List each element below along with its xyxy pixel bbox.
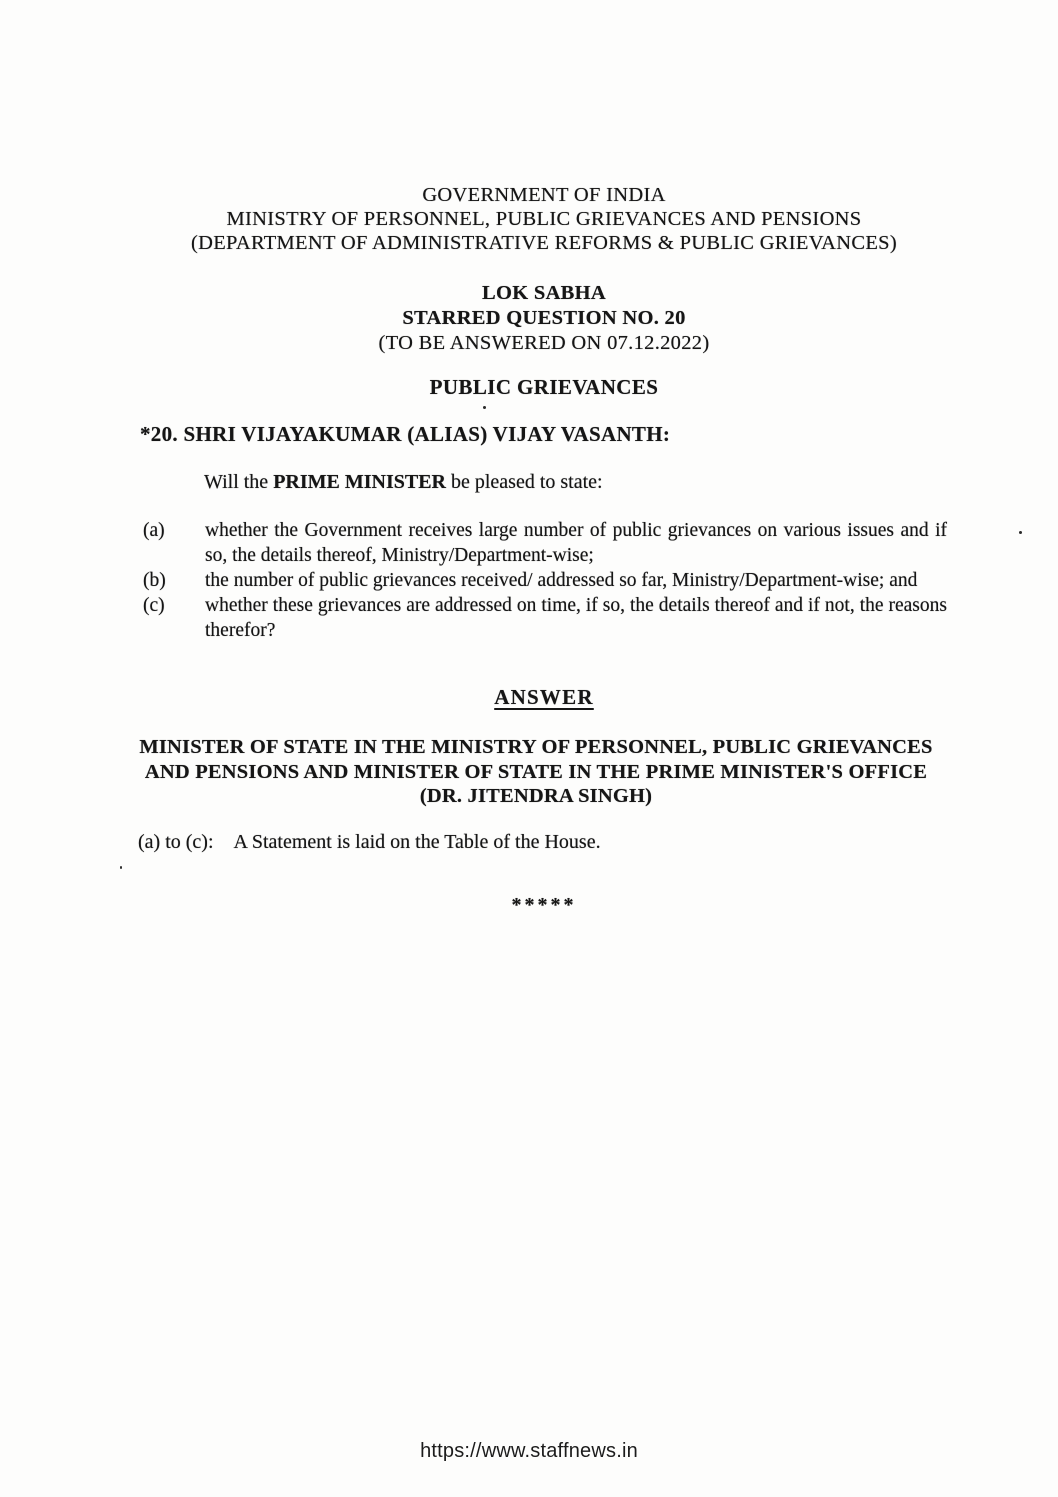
scan-speck xyxy=(483,406,486,409)
statement-line xyxy=(138,831,958,854)
scan-speck xyxy=(1019,531,1022,534)
answer-date-line: (TO BE ANSWERED ON 07.12.2022) xyxy=(378,332,710,354)
house-name: LOK SABHA xyxy=(481,282,607,304)
letterhead-ministry: MINISTRY OF PERSONNEL, PUBLIC GRIEVANCES AND PENSIONS xyxy=(226,208,862,230)
stars-separator: ***** xyxy=(511,894,577,916)
clause-c-label: (c) xyxy=(143,595,165,616)
minister-designation-line1: MINISTER OF STATE IN THE MINISTRY OF PERSONNEL, PUBLIC GRIEVANCES xyxy=(139,736,933,758)
question-intro xyxy=(204,471,964,494)
clause-a-text: whether the Government receives large number of public grievances on various issues and if so, the details thereof, Ministry/Department-wise; xyxy=(205,520,947,566)
scan-speck xyxy=(120,866,122,869)
question-clauses xyxy=(143,518,947,643)
answer-heading-text: ANSWER xyxy=(494,685,594,709)
minister-name: (DR. JITENDRA SINGH) xyxy=(419,785,653,807)
clause-b xyxy=(143,568,947,593)
minister-designation-line2: AND PENSIONS AND MINISTER OF STATE IN THE PRIME MINISTER'S OFFICE xyxy=(144,760,928,783)
watermark-url: https://www.staffnews.in xyxy=(420,1440,638,1462)
answer-heading xyxy=(140,685,948,710)
intro-prefix: Will the xyxy=(204,471,274,493)
statement-text: A Statement is laid on the Table of the House. xyxy=(233,831,601,853)
subject-heading: PUBLIC GRIEVANCES xyxy=(429,375,659,399)
question-number-line: STARRED QUESTION NO. 20 xyxy=(402,307,686,329)
clause-c xyxy=(143,593,947,643)
member-question-number: *20. xyxy=(140,422,178,446)
letterhead xyxy=(140,183,948,255)
clause-c-text: whether these grievances are addressed on time, if so, the details thereof and if not, the reasons therefor? xyxy=(205,595,947,641)
member-line xyxy=(140,422,1000,447)
letterhead-government: GOVERNMENT OF INDIA xyxy=(422,184,666,206)
clause-b-text: the number of public grievances received/ addressed so far, Ministry/Department-wise; and xyxy=(205,570,918,591)
letterhead-department: (DEPARTMENT OF ADMINISTRATIVE REFORMS & PUBLIC GRIEVANCES) xyxy=(190,232,898,254)
question-header-block xyxy=(140,281,948,356)
clause-a-label: (a) xyxy=(143,520,165,541)
statement-label: (a) to (c): xyxy=(138,831,214,853)
intro-suffix: be pleased to state: xyxy=(445,471,603,493)
minister-designation xyxy=(124,735,948,809)
clause-b-label: (b) xyxy=(143,570,166,591)
clause-a xyxy=(143,518,947,568)
intro-addressee: PRIME MINISTER xyxy=(273,471,446,493)
member-name: SHRI VIJAYAKUMAR (ALIAS) VIJAY VASANTH: xyxy=(183,422,671,446)
